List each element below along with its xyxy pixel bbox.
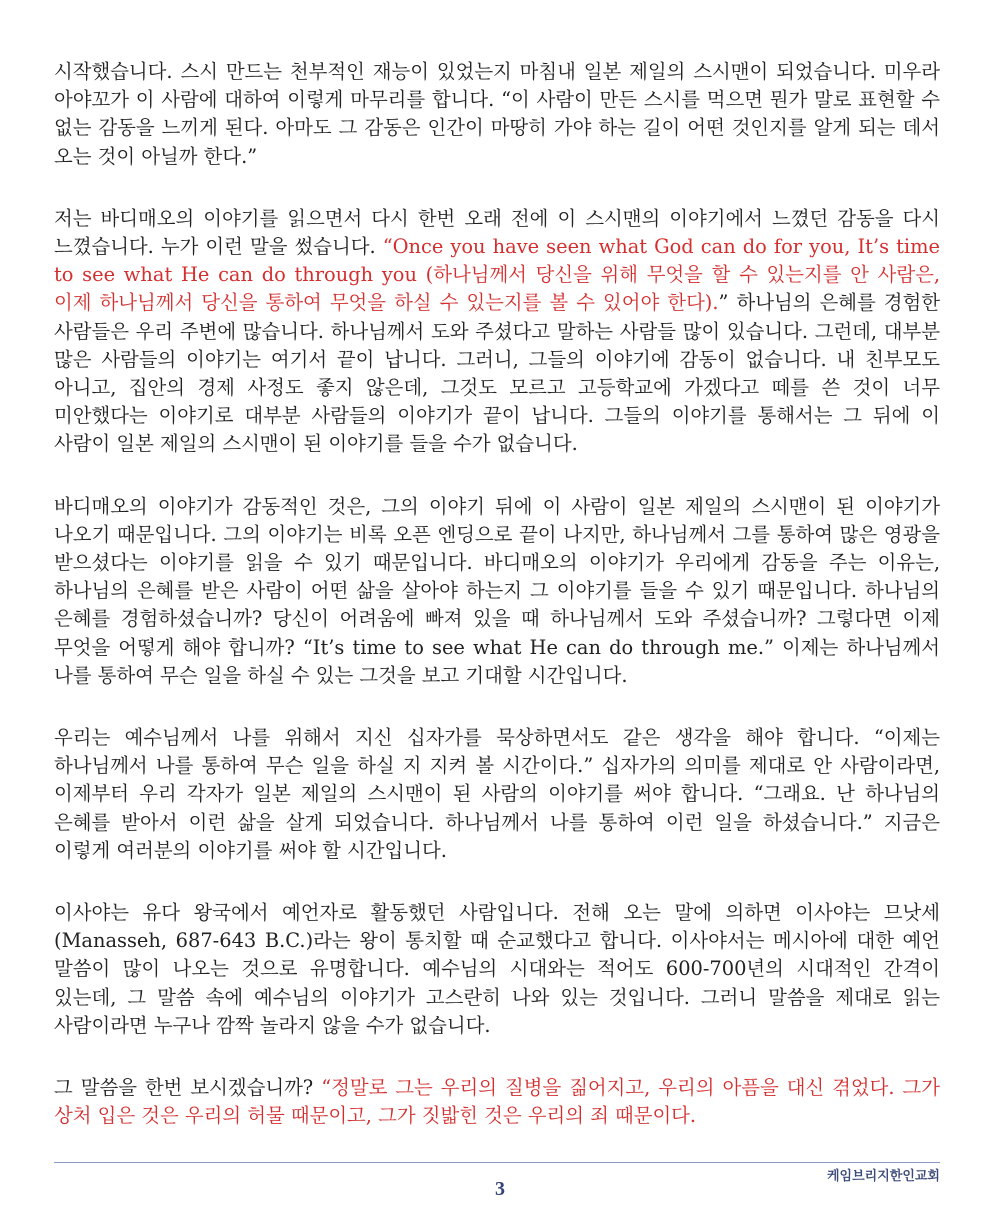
page-number: 3 [495,1178,505,1200]
document-body [54,58,940,1165]
paragraph-text: 우리는 예수님께서 나를 위해서 지신 십자가를 묵상하면서도 같은 생각을 해야 합니다. “이제는 하나님께서 나를 통하여 무슨 일을 하실 지 지켜 볼 시간이다.” 십자가의 의미를 제대로 안 사람이라면, 이제부터 우리 각자가 일본 제일의 스시맨이 된 사람의 이야기를 써야 합니다. “그래요. 난 하나님의 은혜를 받아서 이런 삶을 살게 되었습니다. 하나님께서 나를 통하여 이런 일을 하셨습니다.” 지금은 이렇게 여러분의 이야기를 써야 할 시간입니다. [54,726,940,862]
paragraph-text: 시작했습니다. 스시 만드는 천부적인 재능이 있었는지 마침내 일본 제일의 스시맨이 되었습니다. 미우라 아야꼬가 이 사람에 대하여 이렇게 마무리를 합니다. “이 사람이 만든 스시를 먹으면 뭔가 말로 표현할 수 없는 감동을 느끼게 된다. 아마도 그 감동은 인간이 마땅히 가야 하는 길이 어떤 것인지를 알게 되는 데서 오는 것이 아닐까 한다.” [54,60,940,168]
paragraph [54,899,940,1040]
paragraph-text: 그 말씀을 한번 보시겠습니까? [54,1076,322,1100]
paragraph-text: 저는 바디매오의 이야기를 읽으면서 다시 한번 오래 전에 이 스시맨의 이야기에서 느꼈던 감동을 다시 느꼈습니다. 누가 이런 말을 썼습니다. [54,206,940,259]
paragraph-text: 바디매오의 이야기가 감동적인 것은, 그의 이야기 뒤에 이 사람이 일본 제일의 스시맨이 된 이야기가 나오기 때문입니다. 그의 이야기는 비록 오픈 엔딩으로 끝이 나지만, 하나님께서 그를 통하여 많은 영광을 받으셨다는 이야기를 읽을 수 있기 때문입니다. 바디매오의 이야기가 우리에게 감동을 주는 이유는, 하나님의 은혜를 받은 사람이 어떤 삶을 살아야 하는지 그 이야기를 들을 수 있기 때문입니다. 하나님의 은혜를 경험하셨습니까? 당신이 어려움에 빠져 있을 때 하나님께서 도와 주셨습니까? 그렇다면 이제 무엇을 어떻게 해야 합니까? “It’s time to see what He can do through me.” 이제는 하나님께서 나를 통하여 무슨 일을 하실 수 있는 그것을 보고 기대할 시간입니다. [54,494,940,687]
paragraph [54,205,940,459]
highlighted-quote: “Once you have seen what God can do for you, It’s time to see what He can do through you (하나님께서 당신을 위해 무엇을 할 수 있는지를 안 사람은, 이제 하나님께서 당신을 통하여 무엇을 하실 수 있는지를 볼 수 있어야 한다). [54,235,940,315]
paragraph [54,724,940,865]
footer-divider [54,1162,940,1163]
paragraph [54,493,940,690]
highlighted-quote: “정말로 그는 우리의 질병을 짊어지고, 우리의 아픔을 대신 겪었다. 그가 상처 입은 것은 우리의 허물 때문이고, 그가 짓밟힌 것은 우리의 죄 때문이다. [54,1076,940,1128]
paragraph [54,1074,940,1130]
paragraph-text: 이사야는 유다 왕국에서 예언자로 활동했던 사람입니다. 전해 오는 말에 의하면 이사야는 므낫세 (Manasseh, 687-643 B.C.)라는 왕이 통치할 때 순교했다고 합니다. 이사야서는 메시아에 대한 예언 말씀이 많이 나오는 것으로 유명합니다. 예수님의 시대와는 적어도 600-700년의 시대적인 간격이 있는데, 그 말씀 속에 예수님의 이야기가 고스란히 나와 있는 것입니다. 그러니 말씀을 제대로 읽는 사람이라면 누구나 깜짝 놀라지 않을 수가 없습니다. [54,901,940,1037]
footer-organization: 케임브리지한인교회 [826,1169,940,1184]
paragraph-text: ” 하나님의 은혜를 경험한 사람들은 우리 주변에 많습니다. 하나님께서 도와 주셨다고 말하는 사람들 많이 있습니다. 그런데, 대부분 많은 사람들의 이야기는 여기서 끝이 납니다. 그러니, 그들의 이야기에 감동이 없습니다. 내 친부모도 아니고, 집안의 경제 사정도 좋지 않은데, 그것도 모르고 고등학교에 가겠다고 떼를 쓴 것이 너무 미안했다는 이야기로 대부분 사람들의 이야기가 끝이 납니다. 그들의 이야기를 통해서는 그 뒤에 이 사람이 일본 제일의 스시맨이 된 이야기를 들을 수가 없습니다. [54,291,940,456]
paragraph [54,58,940,171]
